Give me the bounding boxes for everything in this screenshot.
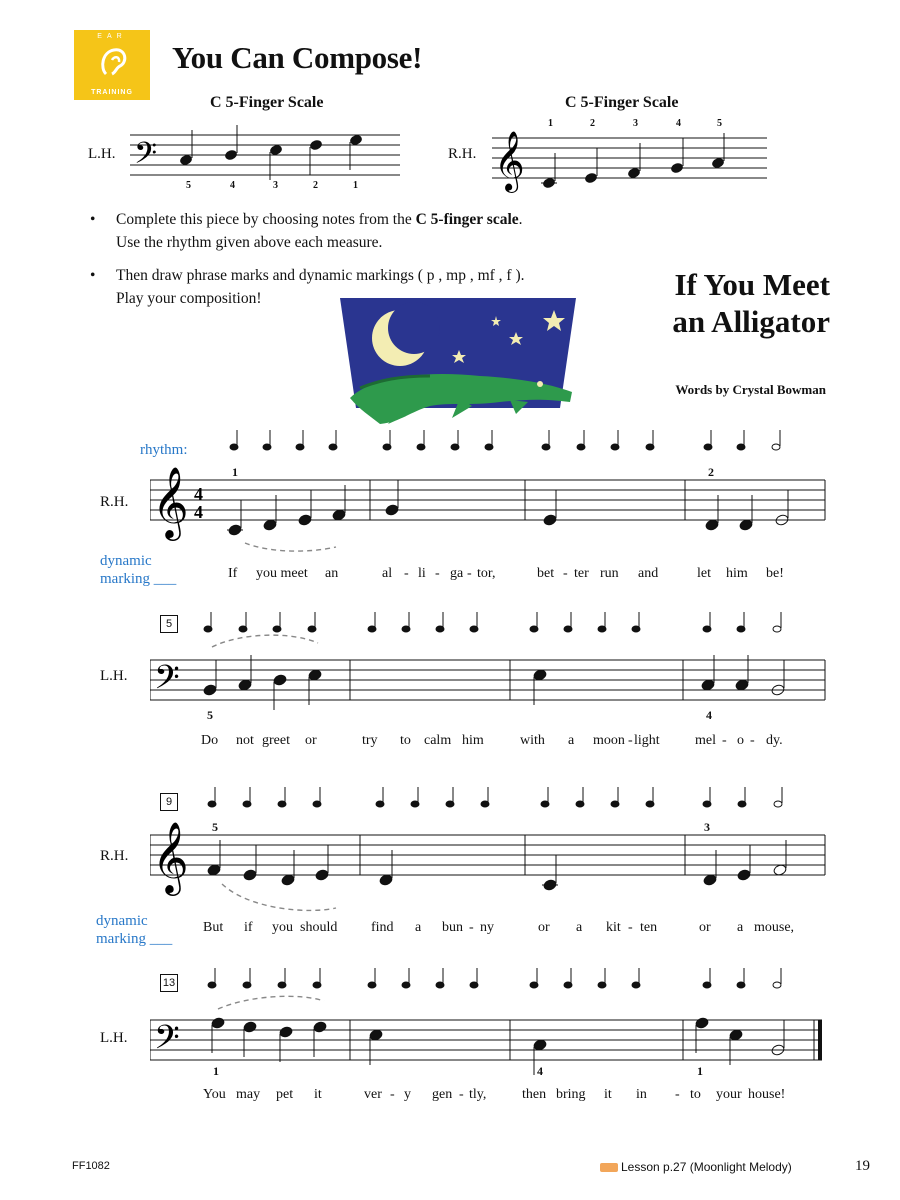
song-title-line1: If You Meet [674,267,830,302]
finger-number: 1 [213,1064,219,1078]
lyric: may [236,1087,261,1102]
scale-staff-left [130,125,405,195]
lyric: let [697,566,711,581]
lyric: an [325,566,339,581]
rhythm-notes [230,430,780,450]
lyric: try [362,733,378,748]
lyric: or [305,733,317,748]
lyric: gen [432,1087,453,1102]
bullet2-line2: Play your composition! [116,290,262,307]
lyric: - [390,1087,395,1102]
system-1-hand: R.H. [100,494,129,510]
lyric: You [203,1087,226,1102]
system-2-staff [150,605,830,720]
lyric: it [604,1087,612,1102]
bullet1-text: Complete this piece by choosing notes from the [116,211,416,228]
song-title [640,266,830,340]
measure-number: 9 [160,793,178,811]
phrase-mark [245,543,336,551]
lyric: it [314,1087,322,1102]
lyric: calm [424,733,452,748]
phrase-mark [222,884,336,910]
lyric: - [467,566,472,581]
system-3-staff [150,780,830,920]
lyric: - [628,733,633,748]
lyric: - [563,566,568,581]
lyric: - [459,1087,464,1102]
lyric: greet [262,733,290,748]
measure-number: 13 [160,974,178,992]
lyric: him [726,566,748,581]
scale-hand-left: L.H. [88,146,116,162]
lyric: and [638,566,659,581]
dynamic-label-line2: marking ___ [100,571,177,587]
ear-icon [98,44,128,80]
lyric: - [469,920,474,935]
finger-number: 5 [186,180,191,191]
finger-number: 2 [590,118,595,129]
alligator-illustration [340,298,576,428]
staff-notes [207,840,787,891]
lyric: - [404,566,409,581]
time-signature-top: 4 [194,484,203,504]
lyric: y [404,1087,411,1102]
treble-clef-icon: 𝄞 [152,824,189,892]
book-icon [600,1163,618,1172]
lyric: pet [276,1087,294,1102]
lyric: o [737,733,744,748]
lyric: kit [606,920,621,935]
page-number: 19 [855,1158,870,1174]
finger-number: 3 [633,118,638,129]
svg-text:𝄞: 𝄞 [494,133,525,190]
lyric: find [371,920,394,935]
lyric: ten [640,920,658,935]
finger-number: 5 [717,118,722,129]
bass-clef-icon: 𝄢 [154,1019,180,1064]
bullet1-bold: C 5-finger scale [415,211,519,228]
treble-clef-icon [494,131,525,193]
rhythm-label: rhythm: [140,442,188,458]
lyric: to [400,733,411,748]
finger-number: 3 [273,180,278,191]
lyric: if [244,920,253,935]
bullet1-end: . [518,211,523,228]
system-4-staff [150,965,830,1080]
lyric: a [737,920,744,935]
lyric: you meet [256,566,308,581]
lyric: should [300,920,338,935]
finger-number: 2 [313,180,318,191]
finger-number: 1 [353,180,358,191]
finger-number: 5 [207,708,213,722]
rhythm-notes [208,787,782,807]
staff-notes [203,655,785,710]
finger-number: 1 [232,465,238,479]
finger-number: 1 [697,1064,703,1078]
phrase-mark [218,996,324,1009]
bullet2-line1: Then draw phrase marks and dynamic markings ( p , mp , mf , f ). [116,267,525,284]
lyric: then [522,1087,547,1102]
lyric: - [628,920,633,935]
lyric: But [203,920,224,935]
rhythm-notes [204,612,781,632]
scale-notes-left [179,125,363,180]
dynamic-label-line2: marking ___ [96,931,173,947]
lyric: bet [537,566,555,581]
page-title: You Can Compose! [172,40,423,75]
lyric: al [382,566,393,581]
lyric: you [272,920,293,935]
bass-clef-icon: 𝄢 [154,659,180,704]
finger-number: 4 [676,118,681,129]
footer-lesson-ref [600,1160,792,1174]
system-2-hand: L.H. [100,668,128,684]
dynamic-label-line1: dynamic [100,553,152,569]
lyric: - [722,733,727,748]
lyric: li [418,566,426,581]
lesson-ref-text: Lesson p.27 (Moonlight Melody) [621,1160,792,1174]
lyric: tor, [477,566,496,581]
scale-title-left: C 5-Finger Scale [210,94,324,111]
finger-number: 2 [708,465,714,479]
dynamic-label-2 [96,912,172,948]
system-3-hand: R.H. [100,848,129,864]
lyric: Do [201,733,219,748]
final-barline [818,1020,822,1060]
lyric: light [634,733,660,748]
lyric: - [750,733,755,748]
lyric: ga [450,566,464,581]
lyric: mel [695,733,716,748]
time-signature-bottom: 4 [194,502,203,522]
measure-number: 5 [160,615,178,633]
lyric: not [236,733,254,748]
scale-title-right: C 5-Finger Scale [565,94,679,111]
lyric: ter [574,566,589,581]
finger-number: 1 [548,118,553,129]
finger-number: 5 [212,820,218,834]
system-1-staff [150,425,830,555]
alligator-icon [350,374,572,424]
lyric: a [576,920,583,935]
finger-number: 3 [704,820,710,834]
bass-clef-icon [134,137,157,177]
lyric: run [600,566,619,581]
treble-clef-icon: 𝄞 [152,469,189,537]
lyric: your [716,1087,742,1102]
lyric: to [690,1087,701,1102]
lyricist-credit: Words by Crystal Bowman [675,382,826,397]
lyric: ver [364,1087,382,1102]
phrase-mark [212,635,318,647]
finger-number: 4 [537,1064,543,1078]
scale-notes-right [541,133,725,189]
lyric: him [462,733,484,748]
lyric: bun [442,920,463,935]
system-4-hand: L.H. [100,1030,128,1046]
finger-number: 4 [706,708,712,722]
bullet1-line2: Use the rhythm given above each measure. [116,234,383,251]
lyric: bring [556,1087,586,1102]
lyric: mouse, [754,920,795,935]
lyric: tly, [469,1087,487,1102]
lyric: house! [748,1087,786,1102]
lyric: or [699,920,711,935]
lyric: in [636,1087,647,1102]
scale-hand-right: R.H. [448,146,477,162]
lyric: - [435,566,440,581]
scale-staff-right [492,128,772,198]
svg-text:𝄢: 𝄢 [134,137,158,177]
lyric: a [415,920,422,935]
lyric: be! [766,566,784,581]
dynamic-label-1 [100,552,176,588]
lyric: ny [480,920,494,935]
footer-code: FF1082 [72,1160,110,1172]
ear-training-badge [74,30,150,100]
lyric: a [568,733,575,748]
rhythm-notes [208,968,781,988]
staff-notes [227,480,789,536]
song-title-line2: an Alligator [672,304,830,339]
lyric: - [675,1087,680,1102]
badge-top-text: EAR [97,33,127,40]
finger-number: 4 [230,180,235,191]
lyric: dy. [766,733,783,748]
dynamic-label-line1: dynamic [96,913,148,929]
lyric: If [228,566,238,581]
badge-caption: TRAINING [91,89,133,96]
lyric: or [538,920,550,935]
lyric: moon [593,733,625,748]
lyric: with [520,733,545,748]
